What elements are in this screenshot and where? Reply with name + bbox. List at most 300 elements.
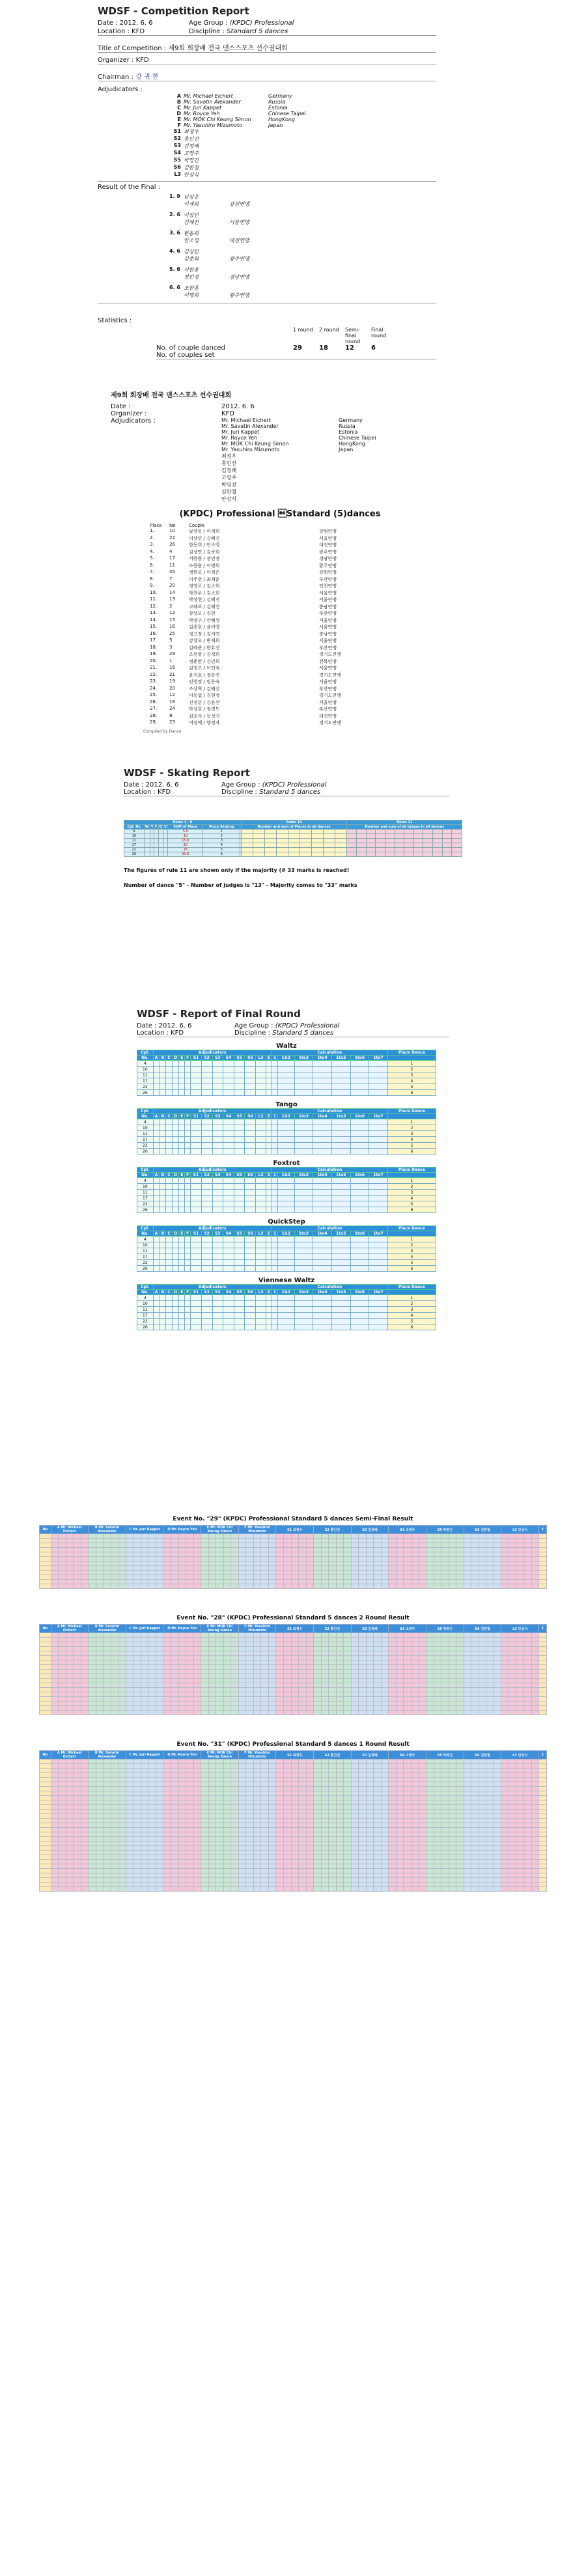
round-mark: [133, 1674, 141, 1679]
round-mark: [51, 1665, 59, 1670]
rule11-cell: [423, 834, 433, 839]
round-mark: [479, 1706, 486, 1711]
round-mark: [268, 1787, 276, 1791]
round-mark: [479, 1557, 486, 1561]
round-mark: [223, 1711, 231, 1715]
round-mark: [178, 1787, 186, 1791]
round-mark: [329, 1814, 337, 1819]
placing-row: [150, 658, 586, 665]
round-mark: [81, 1566, 89, 1571]
round-mark: [216, 1580, 224, 1584]
placing-couple: 정고정 / 김지연: [189, 631, 220, 637]
round-mark: [89, 1679, 96, 1683]
dance-place: 3: [387, 1131, 436, 1137]
dance-mark: [266, 1078, 272, 1084]
dance-mark: [266, 1324, 272, 1330]
round-mark: [231, 1552, 239, 1557]
dance-mark: [179, 1143, 185, 1149]
round-mark: [223, 1832, 231, 1837]
round-mark: [501, 1828, 509, 1832]
round-mark: [531, 1711, 539, 1715]
round-mark: [321, 1543, 329, 1548]
dance-mark: [212, 1190, 223, 1196]
dance-mark: [160, 1295, 166, 1301]
round-mark: [456, 1584, 464, 1589]
round-mark: [186, 1557, 194, 1561]
dance-calc: [369, 1084, 388, 1090]
round-mark: [216, 1638, 224, 1642]
round-mark: [276, 1674, 284, 1679]
dance-sub-judge: F: [185, 1231, 191, 1237]
round-mark: [321, 1706, 329, 1711]
round-mark: [51, 1575, 59, 1580]
round-mark: [208, 1638, 216, 1642]
skating-row: [124, 852, 462, 857]
round-mark: [479, 1846, 486, 1851]
dance-calc: [294, 1313, 313, 1319]
rule10-cell: [300, 839, 311, 843]
round-mark: [268, 1805, 276, 1810]
round-mark: [171, 1642, 179, 1647]
round-mark: [366, 1828, 374, 1832]
round-mark: [104, 1764, 111, 1769]
dance-calc: [272, 1260, 277, 1266]
round-mark: [51, 1557, 59, 1561]
round-mark: [419, 1769, 426, 1773]
round-mark: [396, 1571, 404, 1575]
round-mark: [404, 1769, 412, 1773]
dance-mark: [185, 1125, 191, 1131]
round-mark: [178, 1539, 186, 1543]
round-mark: [59, 1580, 66, 1584]
dance-mark: [266, 1137, 272, 1143]
dance-mark: [185, 1178, 191, 1184]
rule11-cell: [433, 839, 443, 843]
round-mark: [509, 1557, 516, 1561]
dance-place: 4: [387, 1196, 436, 1201]
round-mark: [178, 1670, 186, 1674]
skating-sub11: Number and sum of all judges in all dances: [347, 825, 462, 830]
round-mark: [314, 1819, 322, 1823]
round-mark: [359, 1846, 367, 1851]
rule11-cell: [452, 852, 462, 857]
rule11-cell: [347, 852, 357, 857]
round-mark: [231, 1778, 239, 1782]
round-row: [40, 1539, 547, 1543]
round-mark: [456, 1805, 464, 1810]
dance-mark: [234, 1307, 245, 1313]
round-mark: [366, 1787, 374, 1791]
round-mark: [246, 1656, 254, 1660]
round-mark: [178, 1791, 186, 1796]
dance-couple: 22: [137, 1319, 154, 1324]
dance-calc: [294, 1149, 313, 1155]
round-couple: [40, 1787, 51, 1791]
round-mark: [246, 1814, 254, 1819]
round-mark: [314, 1697, 322, 1701]
dance-mark: [153, 1201, 160, 1207]
roster-country: Russia: [339, 423, 356, 429]
dance-couple: 10: [137, 1242, 154, 1248]
round-mark: [374, 1557, 382, 1561]
round-mark: [89, 1846, 96, 1851]
round-mark: [148, 1683, 156, 1688]
round-mark: [314, 1701, 322, 1706]
round-mark: [366, 1819, 374, 1823]
round-mark: [96, 1769, 104, 1773]
round-mark: [231, 1832, 239, 1837]
adjudicator-name: Mr. Savatin Alexander: [184, 99, 241, 105]
dance-mark: [160, 1090, 166, 1096]
round-mark: [119, 1851, 126, 1855]
round-mark: [412, 1539, 419, 1543]
round-mark: [66, 1697, 74, 1701]
round-mark: [494, 1642, 501, 1647]
placing-number: 11: [169, 562, 175, 568]
round-mark: [223, 1851, 231, 1855]
round-mark: [186, 1791, 194, 1796]
dance-mark: [234, 1295, 245, 1301]
dance-row: [137, 1084, 436, 1090]
round-mark: [133, 1580, 141, 1584]
round-mark: [449, 1647, 456, 1651]
round-row: [40, 1656, 547, 1660]
round-mark: [464, 1543, 471, 1548]
round-mark: [509, 1656, 516, 1660]
round-mark: [89, 1805, 96, 1810]
round-mark: [464, 1651, 471, 1656]
dance-mark: [245, 1143, 256, 1149]
round-mark: [366, 1832, 374, 1837]
round-mark: [268, 1701, 276, 1706]
round-mark: [501, 1697, 509, 1701]
round-mark: [291, 1778, 299, 1782]
round-mark: [178, 1851, 186, 1855]
round-mark: [523, 1769, 531, 1773]
round-mark: [456, 1697, 464, 1701]
dance-mark: [166, 1184, 172, 1190]
round-header-judge: S4 고영주: [389, 1625, 426, 1633]
round-mark: [156, 1697, 163, 1701]
round-mark: [336, 1674, 344, 1679]
round-mark: [291, 1557, 299, 1561]
round-mark: [283, 1706, 291, 1711]
round-mark: [81, 1837, 89, 1841]
round-mark: [156, 1791, 163, 1796]
dance-mark: [172, 1295, 178, 1301]
round-mark: [404, 1828, 412, 1832]
round-mark: [141, 1575, 148, 1580]
dance-mark: [191, 1137, 202, 1143]
dance-couple: 22: [137, 1260, 154, 1266]
round-mark: [141, 1711, 148, 1715]
round-mark: [486, 1575, 494, 1580]
round-mark: [291, 1656, 299, 1660]
round-mark: [434, 1571, 441, 1575]
dance-header-calc: Calculation: [272, 1109, 387, 1114]
dance-calc: [331, 1119, 350, 1125]
dance-table: [137, 1167, 436, 1213]
round-mark: [119, 1552, 126, 1557]
round-mark: [464, 1851, 471, 1855]
dance-mark: [166, 1178, 172, 1184]
dance-header-cpl: Cpl.: [137, 1050, 154, 1056]
round-mark: [434, 1805, 441, 1810]
round-mark: [104, 1706, 111, 1711]
round-mark: [336, 1575, 344, 1580]
round-mark: [96, 1701, 104, 1706]
round-mark: [193, 1566, 201, 1571]
dance-mark: [185, 1149, 191, 1155]
round-row: [40, 1683, 547, 1688]
round-mark: [359, 1810, 367, 1814]
dance-mark: [212, 1248, 223, 1254]
dance-calc: [294, 1319, 313, 1324]
round-mark: [494, 1660, 501, 1665]
round-mark: [456, 1552, 464, 1557]
round-mark: [494, 1633, 501, 1638]
round-row: [40, 1832, 547, 1837]
dance-mark: [185, 1090, 191, 1096]
placings-list: [150, 528, 586, 727]
dance-mark: [201, 1084, 212, 1090]
round-mark: [261, 1575, 269, 1580]
round-mark: [66, 1823, 74, 1828]
round-mark: [516, 1805, 524, 1810]
final-entry: [169, 248, 586, 262]
round-mark: [314, 1688, 322, 1692]
dance-mark: [256, 1295, 266, 1301]
round-mark: [509, 1642, 516, 1647]
round-mark: [208, 1561, 216, 1566]
round-mark: [509, 1837, 516, 1841]
round-mark: [223, 1656, 231, 1660]
round-mark: [148, 1814, 156, 1819]
dance-mark: [160, 1248, 166, 1254]
round-mark: [419, 1828, 426, 1832]
dance-mark: [223, 1067, 234, 1072]
dance-sub-judge: S6: [245, 1114, 256, 1119]
round-mark: [104, 1552, 111, 1557]
round-mark: [321, 1778, 329, 1782]
dance-calc: [369, 1201, 388, 1207]
round-mark: [238, 1697, 246, 1701]
round-mark: [246, 1683, 254, 1688]
round-mark: [223, 1552, 231, 1557]
round-mark: [381, 1534, 389, 1539]
round-mark: [344, 1633, 352, 1638]
dance-calc: [369, 1301, 388, 1307]
dance-mark: [160, 1313, 166, 1319]
dance-mark: [234, 1137, 245, 1143]
round-mark: [419, 1584, 426, 1589]
round-mark: [223, 1566, 231, 1571]
round-mark: [111, 1656, 119, 1660]
round-mark: [74, 1642, 81, 1647]
round-mark: [141, 1647, 148, 1651]
round-mark: [81, 1539, 89, 1543]
round-mark: [389, 1832, 397, 1837]
round-mark: [59, 1543, 66, 1548]
round-mark: [329, 1552, 337, 1557]
round-mark: [434, 1674, 441, 1679]
round-mark: [464, 1805, 471, 1810]
round-mark: [501, 1778, 509, 1782]
rule10-cell: [253, 834, 264, 839]
round-mark: [216, 1810, 224, 1814]
round-mark: [231, 1670, 239, 1674]
round-mark: [89, 1647, 96, 1651]
dance-calc: [294, 1061, 313, 1067]
round-mark: [494, 1823, 501, 1828]
round-mark: [104, 1841, 111, 1846]
round-mark: [449, 1791, 456, 1796]
dance-mark: [179, 1207, 185, 1213]
round-mark: [464, 1534, 471, 1539]
round-mark: [449, 1814, 456, 1819]
round-mark: [133, 1566, 141, 1571]
round-mark: [66, 1778, 74, 1782]
dance-mark: [179, 1196, 185, 1201]
round-mark: [89, 1851, 96, 1855]
round-header-judge: F Mr. Yasuhiro Mizumoto: [238, 1625, 276, 1633]
round-mark: [81, 1688, 89, 1692]
dance-mark: [172, 1237, 178, 1242]
round-mark: [119, 1543, 126, 1548]
round-mark: [111, 1764, 119, 1769]
round-mark: [119, 1683, 126, 1688]
round-mark: [119, 1571, 126, 1575]
skating-date-label: Date :: [124, 781, 144, 789]
dance-place: 4: [387, 1313, 436, 1319]
dance-mark: [160, 1266, 166, 1272]
round-mark: [471, 1561, 479, 1566]
round-mark: [494, 1841, 501, 1846]
roster-date-row: [111, 403, 586, 410]
dance-calc: [272, 1254, 277, 1260]
dance-mark: [266, 1084, 272, 1090]
dance-calc: [331, 1319, 350, 1324]
round-mark: [141, 1706, 148, 1711]
dance-mark: [266, 1254, 272, 1260]
round-mark: [419, 1656, 426, 1660]
dance-calc: [313, 1196, 332, 1201]
rule11-cell: [442, 834, 452, 839]
dance-mark: [153, 1137, 160, 1143]
dance-place: 1: [387, 1178, 436, 1184]
round-mark: [156, 1665, 163, 1670]
round-mark: [456, 1674, 464, 1679]
dance-mark: [212, 1319, 223, 1324]
round-mark: [59, 1534, 66, 1539]
dance-mark: [256, 1254, 266, 1260]
round-mark: [299, 1566, 307, 1571]
dance-row: [137, 1125, 436, 1131]
round-mark: [464, 1759, 471, 1764]
round-mark: [456, 1810, 464, 1814]
dance-mark: [191, 1295, 202, 1301]
round-mark: [516, 1701, 524, 1706]
round-mark: [306, 1566, 314, 1571]
round-mark: [351, 1539, 359, 1543]
round-mark: [163, 1660, 171, 1665]
round-couple: [40, 1571, 51, 1575]
round-mark: [471, 1711, 479, 1715]
round-mark: [66, 1660, 74, 1665]
dance-mark: [266, 1143, 272, 1149]
round-mark: [81, 1782, 89, 1787]
round-mark: [81, 1759, 89, 1764]
round-mark: [283, 1846, 291, 1851]
round-mark: [208, 1566, 216, 1571]
dance-sub-judge: S2: [201, 1114, 212, 1119]
round-mark: [494, 1706, 501, 1711]
round-mark: [156, 1711, 163, 1715]
round-total: [539, 1642, 547, 1647]
dance-mark: [212, 1301, 223, 1307]
round-mark: [111, 1778, 119, 1782]
round-row: [40, 1837, 547, 1841]
round-mark: [449, 1656, 456, 1660]
round-mark: [66, 1764, 74, 1769]
round-mark: [344, 1796, 352, 1800]
round-mark: [96, 1692, 104, 1697]
round-mark: [434, 1580, 441, 1584]
dance-mark: [153, 1078, 160, 1084]
dance-couple: 26: [137, 1266, 154, 1272]
round-mark: [509, 1548, 516, 1552]
placing-place: 7.: [150, 569, 154, 574]
dance-calc: [313, 1143, 332, 1149]
adjudicator-code: S6: [173, 164, 181, 170]
dance-mark: [212, 1149, 223, 1155]
round-mark: [479, 1539, 486, 1543]
placing-couple: 김정오 / 이인숙: [189, 665, 220, 671]
dance-mark: [266, 1201, 272, 1207]
dance-mark: [179, 1137, 185, 1143]
round-mark: [246, 1782, 254, 1787]
round-mark: [178, 1782, 186, 1787]
dance-mark: [245, 1196, 256, 1201]
round-mark: [283, 1769, 291, 1773]
dance-mark: [153, 1254, 160, 1260]
round-mark: [156, 1805, 163, 1810]
round-mark: [216, 1697, 224, 1701]
round-mark: [246, 1665, 254, 1670]
dance-mark: [266, 1307, 272, 1313]
round-mark: [419, 1566, 426, 1571]
round-mark: [381, 1697, 389, 1701]
round-couple: [40, 1697, 51, 1701]
round-total: [539, 1688, 547, 1692]
round-mark: [464, 1819, 471, 1823]
round-mark: [479, 1674, 486, 1679]
round-mark: [223, 1539, 231, 1543]
round-mark: [246, 1647, 254, 1651]
round-mark: [471, 1660, 479, 1665]
round-mark: [314, 1769, 322, 1773]
dance-row: [137, 1324, 436, 1330]
round-mark: [268, 1638, 276, 1642]
round-mark: [351, 1805, 359, 1810]
round-mark: [156, 1832, 163, 1837]
round-mark: [253, 1810, 261, 1814]
round-mark: [426, 1800, 434, 1805]
round-mark: [426, 1571, 434, 1575]
round-mark: [306, 1651, 314, 1656]
round-mark: [186, 1805, 194, 1810]
placing-row: [150, 583, 586, 590]
